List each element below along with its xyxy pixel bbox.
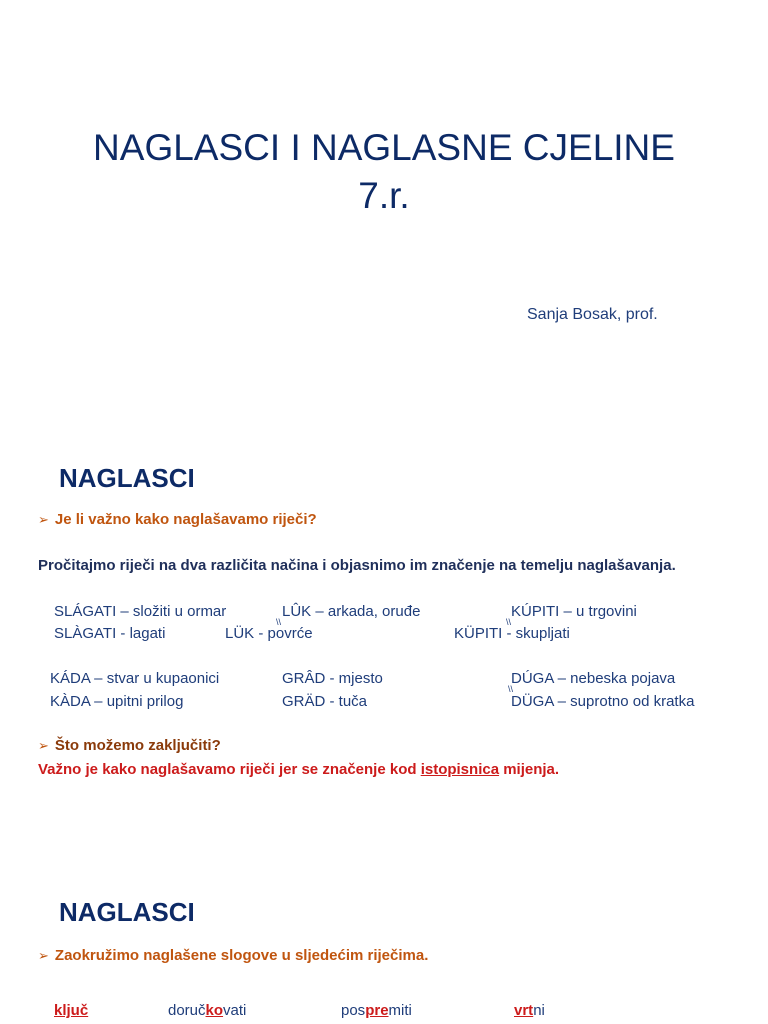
presentation-title: NAGLASCI I NAGLASNE CJELINE bbox=[93, 127, 675, 168]
conclusion-text-end: mijenja. bbox=[499, 761, 560, 778]
slide3-heading: NAGLASCI bbox=[59, 897, 195, 927]
pair-d-word1: KÁDA – stvar u kupaonici bbox=[50, 670, 220, 687]
arrow-bullet-icon: ➢ bbox=[38, 512, 49, 527]
pair-e-word2: GRÄD - tuča bbox=[282, 693, 368, 710]
arrow-bullet-icon: ➢ bbox=[38, 948, 49, 963]
conclusion-text bbox=[38, 761, 559, 778]
stressed-syllable: vrt bbox=[514, 1002, 534, 1019]
pair-d-word2: KÀDA – upitni prilog bbox=[50, 693, 184, 710]
stressed-syllable: ključ bbox=[54, 1002, 89, 1019]
accent-mark-icon: \\ bbox=[506, 617, 512, 627]
syllable-plain: vati bbox=[223, 1002, 247, 1019]
pair-f-word1: DÚGA – nebeska pojava bbox=[511, 670, 676, 687]
pair-c-word1: KÚPITI – u trgovini bbox=[511, 603, 637, 620]
conclusion-question-bullet bbox=[38, 737, 221, 754]
stressed-syllable: pre bbox=[365, 1002, 389, 1019]
word-kljuc bbox=[54, 1002, 88, 1019]
task-bullet bbox=[38, 947, 428, 964]
syllable-plain: pos bbox=[341, 1002, 366, 1019]
task-text: Zaokružimo naglašene slogove u sljedećim riječima. bbox=[54, 947, 429, 964]
question-text: Je li važno kako naglašavamo riječi? bbox=[54, 511, 317, 528]
conclusion-question-text: Što možemo zaključiti? bbox=[54, 737, 221, 754]
pair-c-word2: KÜPITI - skupljati bbox=[454, 625, 570, 642]
accent-mark-icon: \\ bbox=[508, 684, 514, 694]
conclusion-text-start: Važno je kako naglašavamo riječi jer se značenje kod bbox=[38, 761, 421, 778]
word-pospremiti bbox=[341, 1002, 412, 1019]
word-vrtni bbox=[514, 1002, 545, 1019]
pair-a-word2: SLÀGATI - lagati bbox=[54, 625, 166, 642]
syllable-plain: miti bbox=[388, 1002, 412, 1019]
slide2-heading: NAGLASCI bbox=[59, 463, 195, 493]
accent-mark-icon: \\ bbox=[276, 617, 282, 627]
word-dorucko vati bbox=[168, 1002, 246, 1019]
author-name: Sanja Bosak, prof. bbox=[527, 306, 658, 323]
conclusion-term: istopisnica bbox=[420, 761, 500, 778]
instruction-text: Pročitajmo riječi na dva različita načina i objasnimo im značenje na temelju naglašavanja. bbox=[38, 557, 676, 574]
pair-b-word1: LÛK – arkada, oruđe bbox=[282, 603, 421, 620]
grade-label: 7.r. bbox=[358, 175, 410, 216]
pair-b-word2: LÜK - povrće bbox=[225, 625, 313, 642]
pair-a-word1: SLÁGATI – složiti u ormar bbox=[54, 603, 227, 620]
pair-e-word1: GRÂD - mjesto bbox=[282, 670, 383, 687]
pair-f-word2: DÜGA – suprotno od kratka bbox=[511, 693, 695, 710]
stressed-syllable: ko bbox=[205, 1002, 224, 1019]
question-bullet bbox=[38, 511, 317, 528]
arrow-bullet-icon: ➢ bbox=[38, 738, 49, 753]
syllable-plain: ni bbox=[533, 1002, 545, 1019]
syllable-plain: doruč bbox=[168, 1002, 206, 1019]
